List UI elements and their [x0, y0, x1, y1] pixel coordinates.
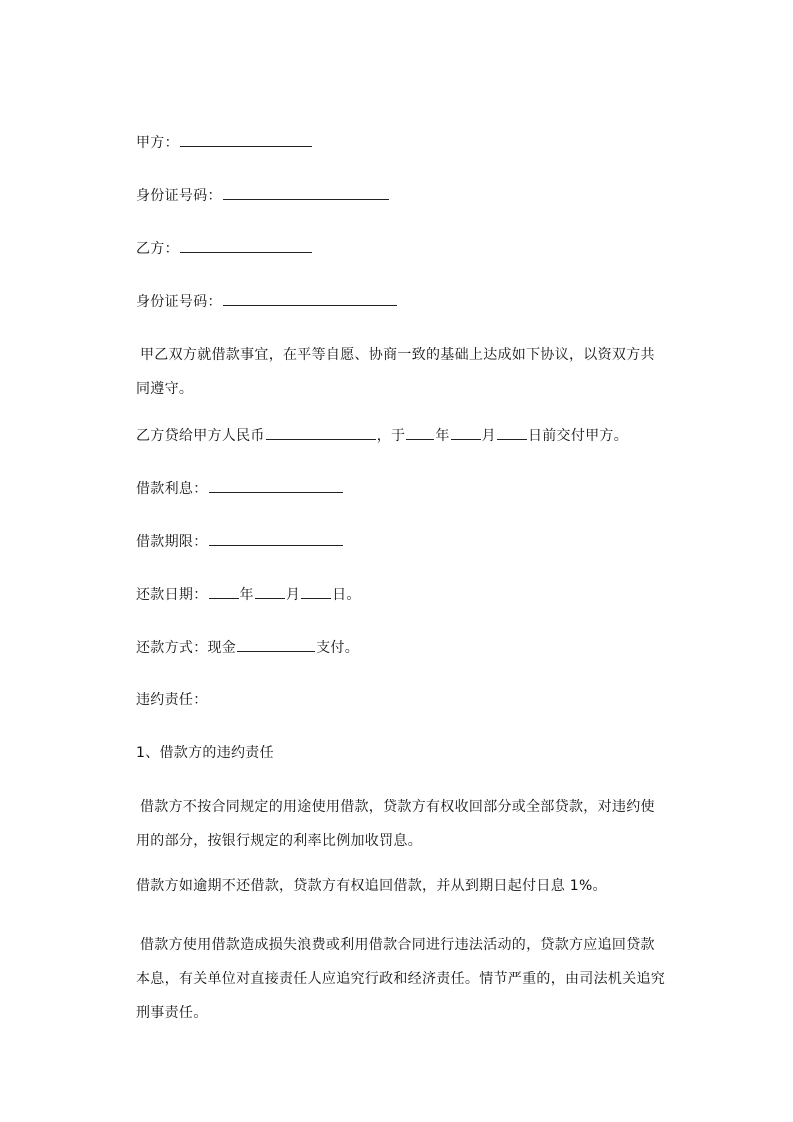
loan-prefix: 乙方贷给甲方人民币	[136, 428, 265, 444]
intro-paragraph: 甲乙双方就借款事宜，在平等自愿、协商一致的基础上达成如下协议，以资双方共同遵守。	[136, 347, 655, 397]
loan-mid: ，于	[376, 428, 406, 444]
party-a-label: 甲方：	[136, 135, 179, 151]
repay-method-blank[interactable]	[237, 637, 315, 652]
repay-year-label: 年	[239, 587, 254, 603]
breach-heading: 违约责任：	[136, 692, 208, 708]
party-a-blank[interactable]	[180, 132, 312, 147]
repay-date-line	[136, 584, 361, 605]
party-b-id-blank[interactable]	[223, 291, 397, 306]
loan-month-label: 月	[481, 428, 496, 444]
interest-line	[136, 478, 344, 499]
term-line	[136, 531, 344, 552]
repay-method-prefix: 还款方式：现金	[136, 640, 237, 656]
clause-1: 借款方不按合同规定的用途使用借款，贷款方有权收回部分或全部贷款，对违约使用的部分，按银行规定的利率比例加收罚息。	[136, 799, 655, 849]
repay-method-line	[136, 637, 359, 658]
loan-month-blank[interactable]	[451, 425, 481, 440]
repay-method-suffix: 支付。	[316, 640, 360, 656]
loan-year-label: 年	[435, 428, 450, 444]
repay-date-prefix: 还款日期：	[136, 587, 208, 603]
repay-month-label: 月	[285, 587, 301, 603]
party-a-id-line	[136, 185, 390, 206]
party-b-id-label: 身份证号码：	[136, 294, 222, 310]
party-a-id-blank[interactable]	[223, 185, 389, 200]
term-blank[interactable]	[209, 531, 343, 546]
party-b-line	[136, 238, 313, 259]
clause-2: 借款方如逾期不还借款，贷款方有权追回借款，并从到期日起付日息 1%。	[136, 878, 607, 894]
loan-year-blank[interactable]	[406, 425, 434, 440]
party-b-label: 乙方：	[136, 241, 179, 257]
loan-amount-blank[interactable]	[266, 425, 376, 440]
party-a-id-label: 身份证号码：	[136, 188, 222, 204]
repay-day-blank[interactable]	[301, 584, 331, 599]
party-a-line	[136, 132, 313, 153]
party-b-id-line	[136, 291, 398, 312]
repay-day-label: 日。	[332, 587, 361, 603]
interest-blank[interactable]	[209, 478, 343, 493]
interest-label: 借款利息：	[136, 481, 208, 497]
loan-suffix: 日前交付甲方。	[527, 428, 629, 444]
loan-amount-line	[136, 425, 628, 446]
section1-heading: 1、借款方的违约责任	[136, 745, 274, 761]
clause-3: 借款方使用借款造成损失浪费或利用借款合同进行违法活动的，贷款方应追回贷款本息，有关单位对直接责任人应追究行政和经济责任。情节严重的，由司法机关追究刑事责任。	[136, 937, 666, 1021]
term-label: 借款期限：	[136, 534, 208, 550]
repay-month-blank[interactable]	[255, 584, 285, 599]
party-b-blank[interactable]	[180, 238, 312, 253]
repay-year-blank[interactable]	[209, 584, 239, 599]
loan-day-blank[interactable]	[497, 425, 527, 440]
